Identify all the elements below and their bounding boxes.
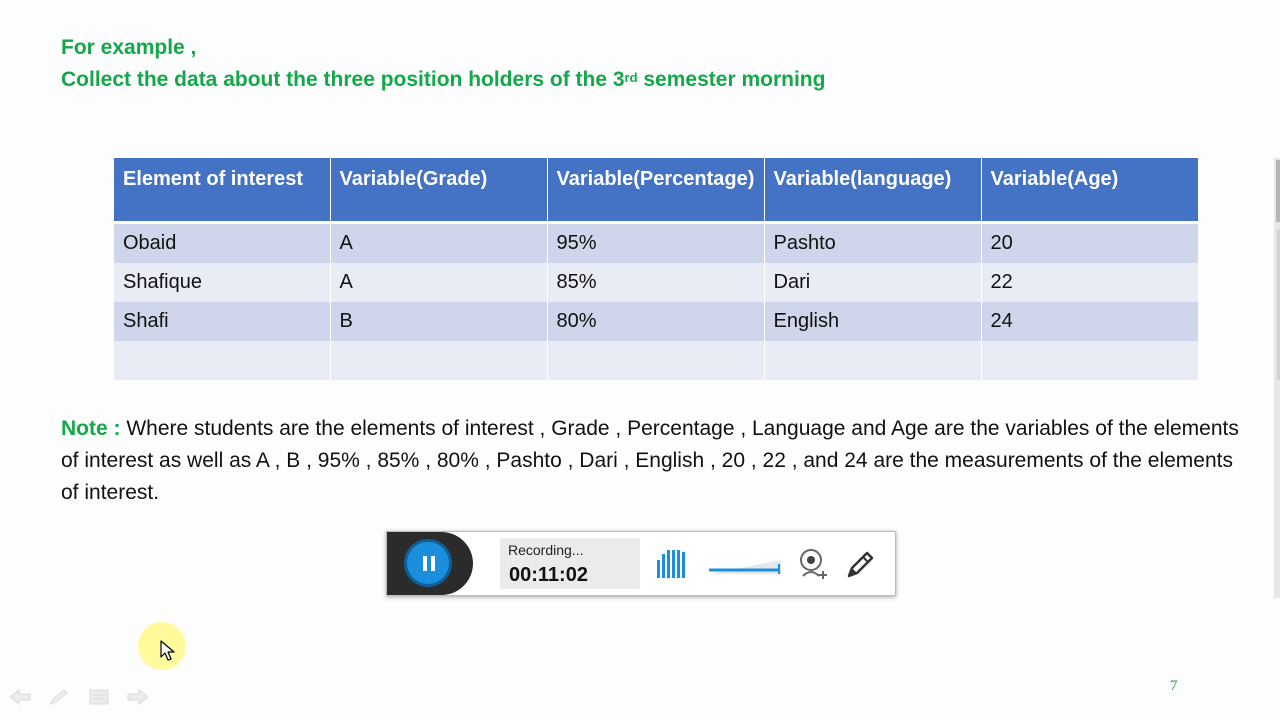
header-cell: Variable(Percentage) xyxy=(547,158,764,222)
note-paragraph xyxy=(61,413,1251,509)
next-slide-icon[interactable] xyxy=(126,688,150,706)
table-cell xyxy=(547,341,764,380)
data-table xyxy=(114,158,1198,380)
slide-menu-icon[interactable] xyxy=(88,688,110,706)
table-cell: 85% xyxy=(547,263,764,302)
table-row xyxy=(114,302,1198,341)
table-cell: 24 xyxy=(981,302,1198,341)
pause-button[interactable] xyxy=(404,539,452,587)
table-cell: Shafi xyxy=(114,302,330,341)
table-cell: English xyxy=(764,302,981,341)
recording-status xyxy=(500,538,640,589)
table-cell: 20 xyxy=(981,222,1198,263)
pen-tool-icon[interactable] xyxy=(48,688,70,706)
heading-line-2-tail: semester morning xyxy=(637,68,826,91)
table-cell xyxy=(114,341,330,380)
slideshow-nav-controls xyxy=(8,686,158,708)
table-cell: Shafique xyxy=(114,263,330,302)
heading-line-2-text: Collect the data about the three position holders of the 3 xyxy=(61,68,625,91)
table-cell xyxy=(330,341,547,380)
recording-status-text: Recording... xyxy=(508,542,584,558)
pencil-icon[interactable] xyxy=(843,548,877,582)
header-cell: Variable(Age) xyxy=(981,158,1198,222)
table-row xyxy=(114,222,1198,263)
recorder-control-panel xyxy=(387,532,473,595)
heading-superscript: rd xyxy=(624,70,638,85)
table-cell: Pashto xyxy=(764,222,981,263)
slide-number: 7 xyxy=(1170,678,1178,694)
previous-slide-icon[interactable] xyxy=(8,688,32,706)
table-header-row xyxy=(114,158,1198,222)
heading-line-2 xyxy=(61,64,825,96)
webcam-add-icon[interactable] xyxy=(797,548,829,582)
table-cell: B xyxy=(330,302,547,341)
slide-heading xyxy=(61,32,825,96)
table-cell: 22 xyxy=(981,263,1198,302)
audio-level-icon[interactable] xyxy=(656,548,686,580)
table-row-empty xyxy=(114,341,1198,380)
header-cell: Element of interest xyxy=(114,158,330,222)
table-cell: A xyxy=(330,263,547,302)
table-row xyxy=(114,263,1198,302)
heading-line-1: For example , xyxy=(61,36,197,59)
volume-slider[interactable] xyxy=(707,554,783,576)
table-cell xyxy=(981,341,1198,380)
header-cell: Variable(language) xyxy=(764,158,981,222)
recording-timer: 00:11:02 xyxy=(509,564,588,586)
header-cell: Variable(Grade) xyxy=(330,158,547,222)
mouse-cursor-icon xyxy=(160,640,176,662)
table-cell xyxy=(764,341,981,380)
table-cell: 95% xyxy=(547,222,764,263)
table-cell: A xyxy=(330,222,547,263)
table-cell: Dari xyxy=(764,263,981,302)
note-text: Where students are the elements of interest , Grade , Percentage , Language and Age are the variables of the elements of interest as well as A , B , 95% , 85% , 80% , Pashto , Dari , English , 20 , 22 , and 24 are the measurements of the elements of interest. xyxy=(61,417,1239,504)
table-cell: Obaid xyxy=(114,222,330,263)
pause-icon-bar xyxy=(431,556,435,571)
note-label: Note : xyxy=(61,417,121,440)
table-cell: 80% xyxy=(547,302,764,341)
edge-scroll-thumb[interactable] xyxy=(1276,160,1280,222)
pause-icon xyxy=(423,556,427,571)
recording-toolbar xyxy=(386,531,896,596)
